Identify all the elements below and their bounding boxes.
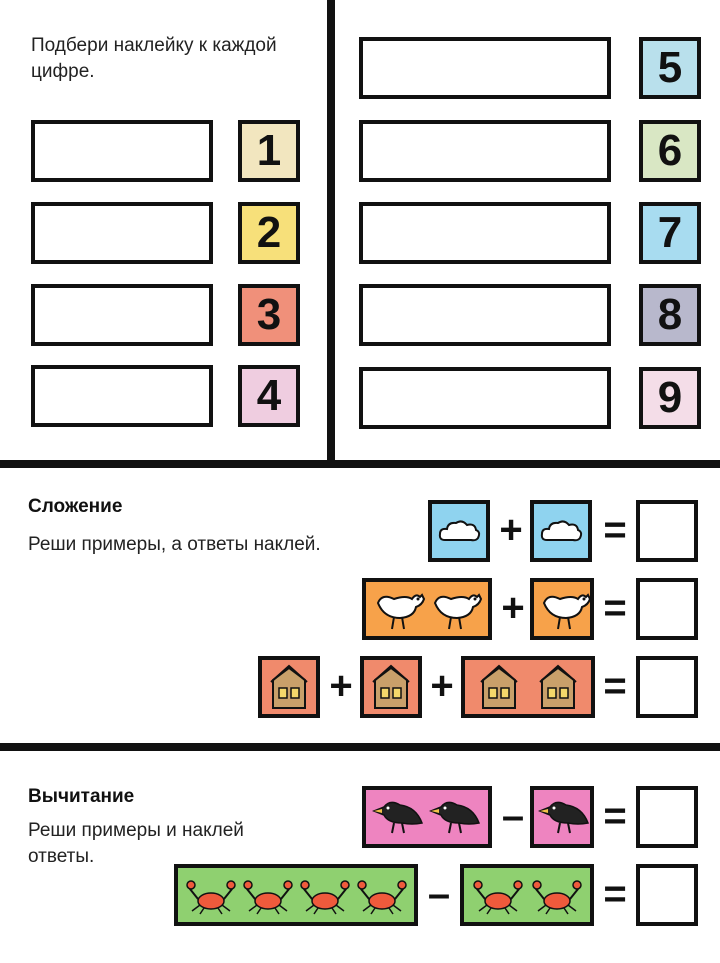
number-box-1 [238, 120, 300, 182]
cloud-icon [437, 518, 481, 544]
sticker-slot-8[interactable] [359, 284, 611, 346]
equals-sign: = [603, 794, 627, 838]
hen-icon [372, 585, 426, 633]
crab-icon [243, 875, 293, 915]
addend-picture [360, 656, 422, 718]
horizontal-divider-bottom [0, 743, 720, 751]
addend-picture [428, 500, 490, 562]
sticker-slot-6[interactable] [359, 120, 611, 182]
crow-icon [372, 795, 426, 839]
plus-sign: + [501, 586, 525, 630]
equals-sign: = [603, 664, 627, 708]
number-label: 2 [256, 208, 282, 257]
subtrahend-picture [530, 786, 594, 848]
answer-box[interactable] [636, 864, 698, 926]
subtraction-heading: Вычитание [28, 786, 135, 807]
crab-icon [186, 875, 236, 915]
addend-picture [530, 578, 594, 640]
answer-box[interactable] [636, 786, 698, 848]
number-box-8 [639, 284, 701, 346]
number-box-9 [639, 367, 701, 429]
minus-sign: – [501, 794, 525, 838]
number-box-3 [238, 284, 300, 346]
minus-sign: – [427, 872, 451, 916]
sticker-slot-3[interactable] [31, 284, 213, 346]
number-label: 8 [657, 290, 683, 339]
plus-sign: + [329, 664, 353, 708]
number-label: 7 [657, 208, 683, 257]
number-label: 6 [657, 126, 683, 175]
sticker-slot-5[interactable] [359, 37, 611, 99]
minuend-picture [174, 864, 418, 926]
crab-icon [357, 875, 407, 915]
number-box-5 [639, 37, 701, 99]
crow-icon [538, 795, 592, 839]
sticker-slot-1[interactable] [31, 120, 213, 182]
sticker-slot-2[interactable] [31, 202, 213, 264]
crab-icon [532, 875, 582, 915]
answer-box[interactable] [636, 656, 698, 718]
addend-picture [461, 656, 595, 718]
subtraction-instruction: Реши примеры и наклей ответы. [28, 820, 244, 867]
number-box-2 [238, 202, 300, 264]
addend-picture [530, 500, 592, 562]
number-label: 5 [657, 43, 683, 92]
addend-picture [258, 656, 320, 718]
matching-instruction: Подбери наклейку к каждой цифре. [31, 35, 277, 82]
equals-sign: = [603, 586, 627, 630]
horizontal-divider-top [0, 460, 720, 468]
addend-picture [362, 578, 492, 640]
crab-icon [473, 875, 523, 915]
number-box-7 [639, 202, 701, 264]
hen-icon [538, 585, 592, 633]
crab-icon [300, 875, 350, 915]
number-label: 1 [256, 126, 282, 175]
crow-icon [429, 795, 483, 839]
equals-sign: = [603, 508, 627, 552]
answer-box[interactable] [636, 578, 698, 640]
plus-sign: + [499, 508, 523, 552]
minuend-picture [362, 786, 492, 848]
sticker-slot-7[interactable] [359, 202, 611, 264]
answer-box[interactable] [636, 500, 698, 562]
number-label: 3 [256, 290, 282, 339]
plus-sign: + [430, 664, 454, 708]
sticker-slot-9[interactable] [359, 367, 611, 429]
number-label: 9 [657, 373, 683, 422]
sticker-slot-4[interactable] [31, 365, 213, 427]
addition-instruction: Реши примеры, а ответы наклей. [28, 534, 321, 555]
subtrahend-picture [460, 864, 594, 926]
house-icon [536, 664, 580, 710]
addition-heading: Сложение [28, 496, 123, 517]
number-box-4 [238, 365, 300, 427]
number-label: 4 [256, 371, 282, 420]
hen-icon [429, 585, 483, 633]
equals-sign: = [603, 872, 627, 916]
house-icon [369, 664, 413, 710]
number-box-6 [639, 120, 701, 182]
cloud-icon [539, 518, 583, 544]
house-icon [477, 664, 521, 710]
house-icon [267, 664, 311, 710]
